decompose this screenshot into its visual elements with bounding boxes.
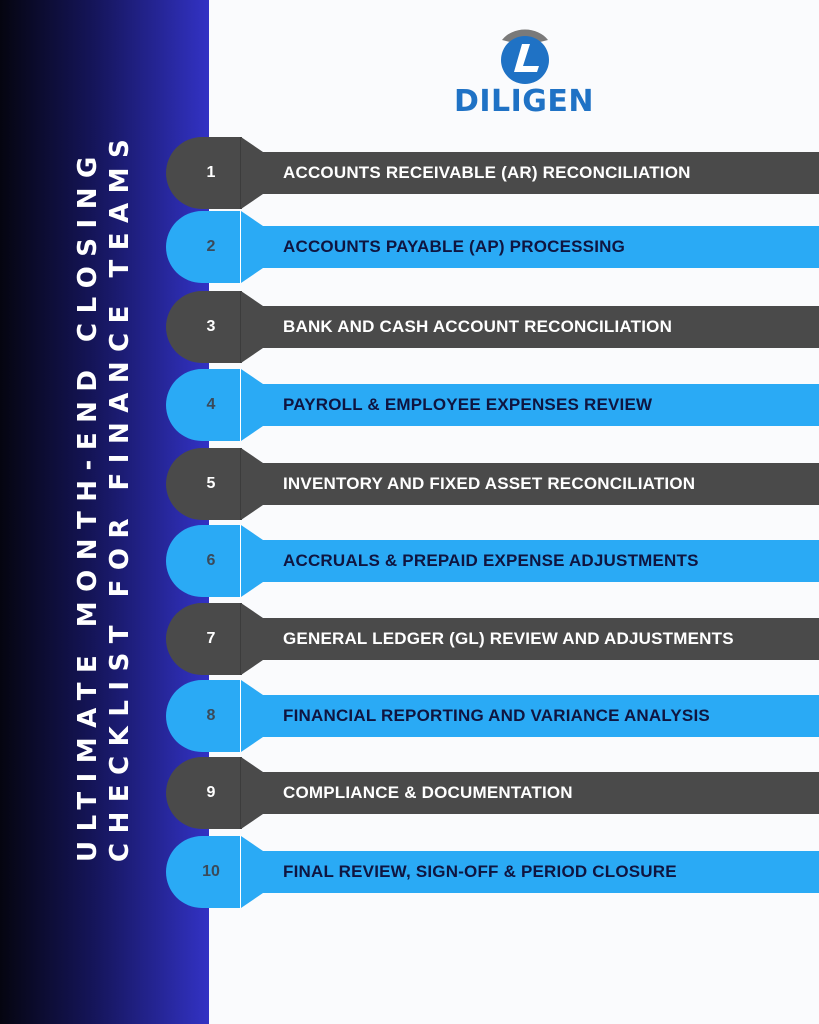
item-label: BANK AND CASH ACCOUNT RECONCILIATION bbox=[283, 317, 673, 336]
item-label: FINANCIAL REPORTING AND VARIANCE ANALYSIS bbox=[283, 706, 710, 725]
item-label: ACCRUALS & PREPAID EXPENSE ADJUSTMENTS bbox=[283, 551, 699, 570]
brand-name: DILIGEN bbox=[453, 84, 595, 119]
item-number: 5 bbox=[206, 475, 216, 492]
item-bar bbox=[241, 226, 819, 268]
item-number: 8 bbox=[206, 707, 216, 724]
item-label: FINAL REVIEW, SIGN-OFF & PERIOD CLOSURE bbox=[283, 862, 677, 881]
item-label: INVENTORY AND FIXED ASSET RECONCILIATION bbox=[283, 474, 696, 493]
item-number: 7 bbox=[206, 630, 216, 647]
brand-logo bbox=[448, 20, 600, 120]
item-bar bbox=[241, 695, 819, 737]
item-bar bbox=[241, 152, 819, 194]
checklist-item bbox=[0, 448, 819, 520]
item-bar bbox=[241, 463, 819, 505]
checklist-item bbox=[0, 603, 819, 675]
side-title-line-2: CHECKLIST FOR FINANCE TEAMS bbox=[105, 129, 135, 862]
checklist-item bbox=[0, 291, 819, 363]
checklist-item bbox=[0, 369, 819, 441]
item-number: 6 bbox=[206, 552, 216, 569]
item-bar bbox=[241, 540, 819, 582]
item-label: ACCOUNTS RECEIVABLE (AR) RECONCILIATION bbox=[283, 163, 691, 182]
item-label: PAYROLL & EMPLOYEE EXPENSES REVIEW bbox=[283, 395, 653, 414]
checklist-item bbox=[0, 211, 819, 283]
item-number: 10 bbox=[202, 863, 220, 880]
item-label: COMPLIANCE & DOCUMENTATION bbox=[283, 783, 573, 802]
item-number: 9 bbox=[206, 784, 216, 801]
item-label: GENERAL LEDGER (GL) REVIEW AND ADJUSTMENTS bbox=[283, 629, 734, 648]
item-bar bbox=[241, 772, 819, 814]
checklist-item bbox=[0, 836, 819, 908]
diligen-logo-icon bbox=[492, 20, 558, 86]
item-bar bbox=[241, 384, 819, 426]
item-label: ACCOUNTS PAYABLE (AP) PROCESSING bbox=[283, 237, 626, 256]
item-bar bbox=[241, 618, 819, 660]
checklist-item bbox=[0, 680, 819, 752]
checklist-item bbox=[0, 757, 819, 829]
item-number: 3 bbox=[206, 318, 216, 335]
item-number: 1 bbox=[206, 164, 216, 181]
item-bar bbox=[241, 851, 819, 893]
side-title-line-1: ULTIMATE MONTH-END CLOSING bbox=[73, 147, 103, 862]
item-number: 4 bbox=[206, 396, 216, 413]
item-bar bbox=[241, 306, 819, 348]
checklist-item bbox=[0, 137, 819, 209]
item-number: 2 bbox=[206, 238, 216, 255]
checklist-item bbox=[0, 525, 819, 597]
